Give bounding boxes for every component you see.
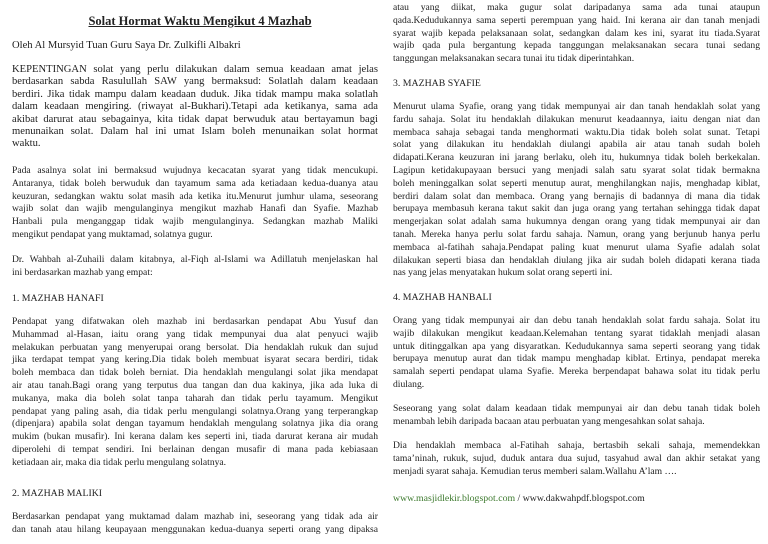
text-line: akibat darurat atau sebagainya, kita tidak dapat berwuduk atau bertayamun bagi xyxy=(12,113,378,125)
text-line: tanah. Mereka hanya perlu solat fardu sahaja. Namun, orang yang berjunub hanya perlu xyxy=(393,228,760,240)
text-line: air atau tanah.Bagi orang yang terputus dua tangan dan dua kakinya, jika ada luka di xyxy=(12,379,378,391)
link-separator: / xyxy=(515,493,523,504)
section-heading: 1. MAZHAB HANAFI xyxy=(12,293,104,304)
section-heading: 4. MAZHAB HANBALI xyxy=(393,292,492,303)
text-line: melakukan perbuatan yang menyerupai orang bersolat. Dia hendaklah rukuk dan sujud xyxy=(12,341,378,353)
text-line: wajib qada pula bergantung kepada tanggungan melaksanakan secara tunai sedang xyxy=(393,40,760,52)
text-line: boleh membaca dan tidak boleh berniat. Dia hendaklah mengulangi solat jika mendapat xyxy=(12,367,378,379)
text-line: ini berdasarkan mazhab yang empat: xyxy=(12,266,153,278)
text-line: menambah lebih daripada bacaan atau perbuatan yang mengesahkan solat sahaja. xyxy=(393,415,705,427)
paragraph xyxy=(12,64,378,151)
right-column xyxy=(393,0,760,544)
text-line: mukim (bukan musafir). Ini kerana dalam kes seperti ini, tiada darurat kerana air mudah xyxy=(12,431,378,443)
paragraph xyxy=(12,316,378,470)
text-line: tanggungan melaksanakan secara tunai itu tidak diperintahkan. xyxy=(393,53,635,65)
text-line: tama’ninah, rukuk, sujud, duduk antara dua sujud, tasyahud awal dan akhir setakat yang xyxy=(393,452,760,464)
footer-links xyxy=(393,492,645,505)
text-line: fardu sahaja. Solat itu hendaklah dilakukan menurut keadaannya, iaitu dengan niat dan xyxy=(393,113,760,125)
text-line: diulang. xyxy=(393,378,425,390)
text-line: untuk ditinggalkan apa yang disyaratkan. Kedudukannya sama seperti seorang yang tidak xyxy=(393,340,760,352)
paragraph xyxy=(393,101,760,280)
left-column xyxy=(12,0,378,544)
text-line: mengikut pendapat yang muktamad, solatnya gugur. xyxy=(12,228,213,240)
text-line: solat yang dilakukan itu hendaklah diulangi apabila air atau tanah sudah boleh xyxy=(393,139,760,151)
text-line: dilakukan seperti biasa dan hendaklah diulang jika air sudah boleh didapati kerana tiada xyxy=(393,254,760,266)
text-line: wajib solat dan wajib mengulanginya mengikut mazhab Hanafi dan Syafie. Mazhab xyxy=(12,203,378,215)
text-line: jika terdapat tempat yang kering.Dia tidak boleh membuat isyarat secara berdiri, tidak xyxy=(12,354,378,366)
text-line: Menurut ulama Syafie, orang yang tidak mempunyai air dan tanah hendaklah solat yang xyxy=(393,101,760,112)
text-line: boleh meninggalkan solat seperti menutup aurat, menghilangkan najis, menghadap kiblat, xyxy=(393,177,760,189)
text-line: Pendapat yang difatwakan oleh mazhab ini berdasarkan pendapat Abu Yusuf dan xyxy=(12,316,378,327)
text-line: Pada asalnya solat ini bermaksud wujudnya kecacatan syarat yang tidak mencukupi. xyxy=(12,165,378,176)
paragraph xyxy=(393,315,760,392)
text-line: Dr. Wahbah al-Zuhaili dalam kitabnya, al-Fiqh al-Islami wa Adillatuh menjelaskan hal xyxy=(12,254,378,265)
text-line: mukanya, maka dia boleh solat tanpa taharah dan tidak perlu tayamum. Mengikut xyxy=(12,392,378,404)
paragraph xyxy=(393,440,760,478)
text-line: berdiri. Jika tidak mampu dalam keadaan duduk. Jika tidak mampu maka solatlah xyxy=(12,88,378,100)
text-line: menunaikan solat. Dalam hal ini umat Islam boleh menunaikan solat hormat xyxy=(12,125,378,137)
document-title: Solat Hormat Waktu Mengikut 4 Mazhab xyxy=(88,14,312,28)
text-line: wajib dilakukan mengikut keadaan.Kelemahan tentang syarat tidaklah menjadi alasan xyxy=(393,327,760,339)
text-line: nas yang jelas menyatakan hukum solat orang seperti ini. xyxy=(393,267,613,279)
masjidlekir-link[interactable]: www.masjidlekir.blogspot.com xyxy=(393,493,516,504)
text-line: keuzuran, sedangkan waktu solat masih ada ketika itu.Menurut jumhur ulama, seseorang xyxy=(12,190,378,202)
dakwahpdf-link[interactable]: www.dakwahpdf.blogspot.com xyxy=(522,493,645,504)
text-line: dan tanah atau hilang keupayaan menggunakan kedua-duanya seperti orang yang dipaksa xyxy=(12,523,378,535)
text-line: Orang yang tidak mempunyai air dan debu tanah hendaklah solat fardu sahaja. Solat itu xyxy=(393,315,760,326)
text-line: membaca al-fatihah sahaja.Pendapat paling kuat menurut ulama Syafie adalah solat xyxy=(393,241,760,253)
text-line: samalah seperti pendapat ulama Syafie. Mereka berpendapat bahawa solat itu tidak perlu xyxy=(393,366,760,378)
text-line: mengerjakan solat adalah sama hukumnya dengan orang yang tidak mempunyai air dan xyxy=(393,216,760,228)
text-line: Berdasarkan pendapat yang muktamad dalam mazhab ini, seseorang yang tidak ada air xyxy=(12,511,378,522)
text-line: menjadi syarat sahaja. Kemudian terus memberi salam.Wallahu A’lam …. xyxy=(393,465,677,477)
text-line: Seseorang yang solat dalam keadaan tidak mempunyai air dan debu tanah tidak boleh xyxy=(393,403,760,414)
paragraph xyxy=(12,254,378,280)
paragraph xyxy=(393,403,760,429)
text-line: Hanbali pula menganggap tidak wajib mengulanginya. Sedangkan mazhab Maliki xyxy=(12,216,378,228)
text-line: KEPENTINGAN solat yang perlu dilakukan dalam semua keadaan amat jelas xyxy=(12,64,378,75)
text-line: Lagipun ketidakupayaan bersuci yang menjadi salah satu syarat solat tidak bermakna xyxy=(393,164,760,176)
text-line: diperolehi di tempat sendiri. Ini berlainan dengan musafir di mana pada kebiasaan xyxy=(12,443,378,455)
paragraph xyxy=(12,165,378,242)
text-line: Antaranya, tidak boleh berwuduk dan tayamum sama ada ketiadaan kedua-duanya atau xyxy=(12,177,378,189)
text-line: dalam keadaan mengiring. (riwayat al-Bukhari).Tetapi ada ketikanya, sama ada xyxy=(12,101,378,113)
text-line: (dipenjara) apabila solat dengan tayamum hendaklah mengulang solatnya jika dia orang xyxy=(12,418,378,430)
text-line: didapati.Kerana keuzuran ini jarang berlaku, oleh itu, hukumnya tidak boleh berkekalan. xyxy=(393,152,760,164)
text-line: berupaya membasuh kerana takut sakit dan juga orang yang tertahan sehingga tidak dapat xyxy=(393,203,760,215)
text-line: syarat wajib kepada pelaksanaan solat, sedangkan dalam kes ini, syarat itu tiada.Syarat xyxy=(393,27,760,39)
text-line: Muhammad al-Hasan, iaitu orang yang tidak mempunyai dua alat penyuci wajib xyxy=(12,328,378,340)
text-line: berdasarkan sabda Rasulullah SAW yang bermaksud: Solatlah dalam keadaan xyxy=(12,76,378,88)
text-line: membaca sahaja sebagai tanda menghormati waktu.Dia tidak boleh solat sunat. Tetapi xyxy=(393,126,760,138)
author-byline: Oleh Al Mursyid Tuan Guru Saya Dr. Zulkifli Albakri xyxy=(12,40,241,51)
text-line: waktu. xyxy=(12,138,41,150)
text-line: berupaya menutup aurat dan tidak mampu menghadap kiblat. Ertinya, pendapat mereka xyxy=(393,353,760,365)
text-line: berdiri dalam solat dan membaca. Orang yang bernajis di badannya di mana dia tidak xyxy=(393,190,760,202)
text-line: pendapat yang paling asah, dia tidak perlu mengulangi solatnya.Orang yang terperangkap xyxy=(12,405,378,417)
text-line: atau yang diikat, maka gugur solat daripadanya sama ada tunai ataupun xyxy=(393,2,760,13)
text-line: Dia hendaklah membaca al-Fatihah sahaja, bertasbih sekali sahaja, memendekkan xyxy=(393,440,760,451)
text-line: ketiadaan air, maka dia tidak perlu mengulang solatnya. xyxy=(12,456,227,468)
section-heading: 2. MAZHAB MALIKI xyxy=(12,488,103,499)
text-line: qada.Kedudukannya sama seperti perempuan yang haid. Ini kerana air dan tanah menjadi xyxy=(393,14,760,26)
section-heading: 3. MAZHAB SYAFIE xyxy=(393,78,481,89)
paragraph xyxy=(393,2,760,66)
paragraph xyxy=(12,511,378,537)
